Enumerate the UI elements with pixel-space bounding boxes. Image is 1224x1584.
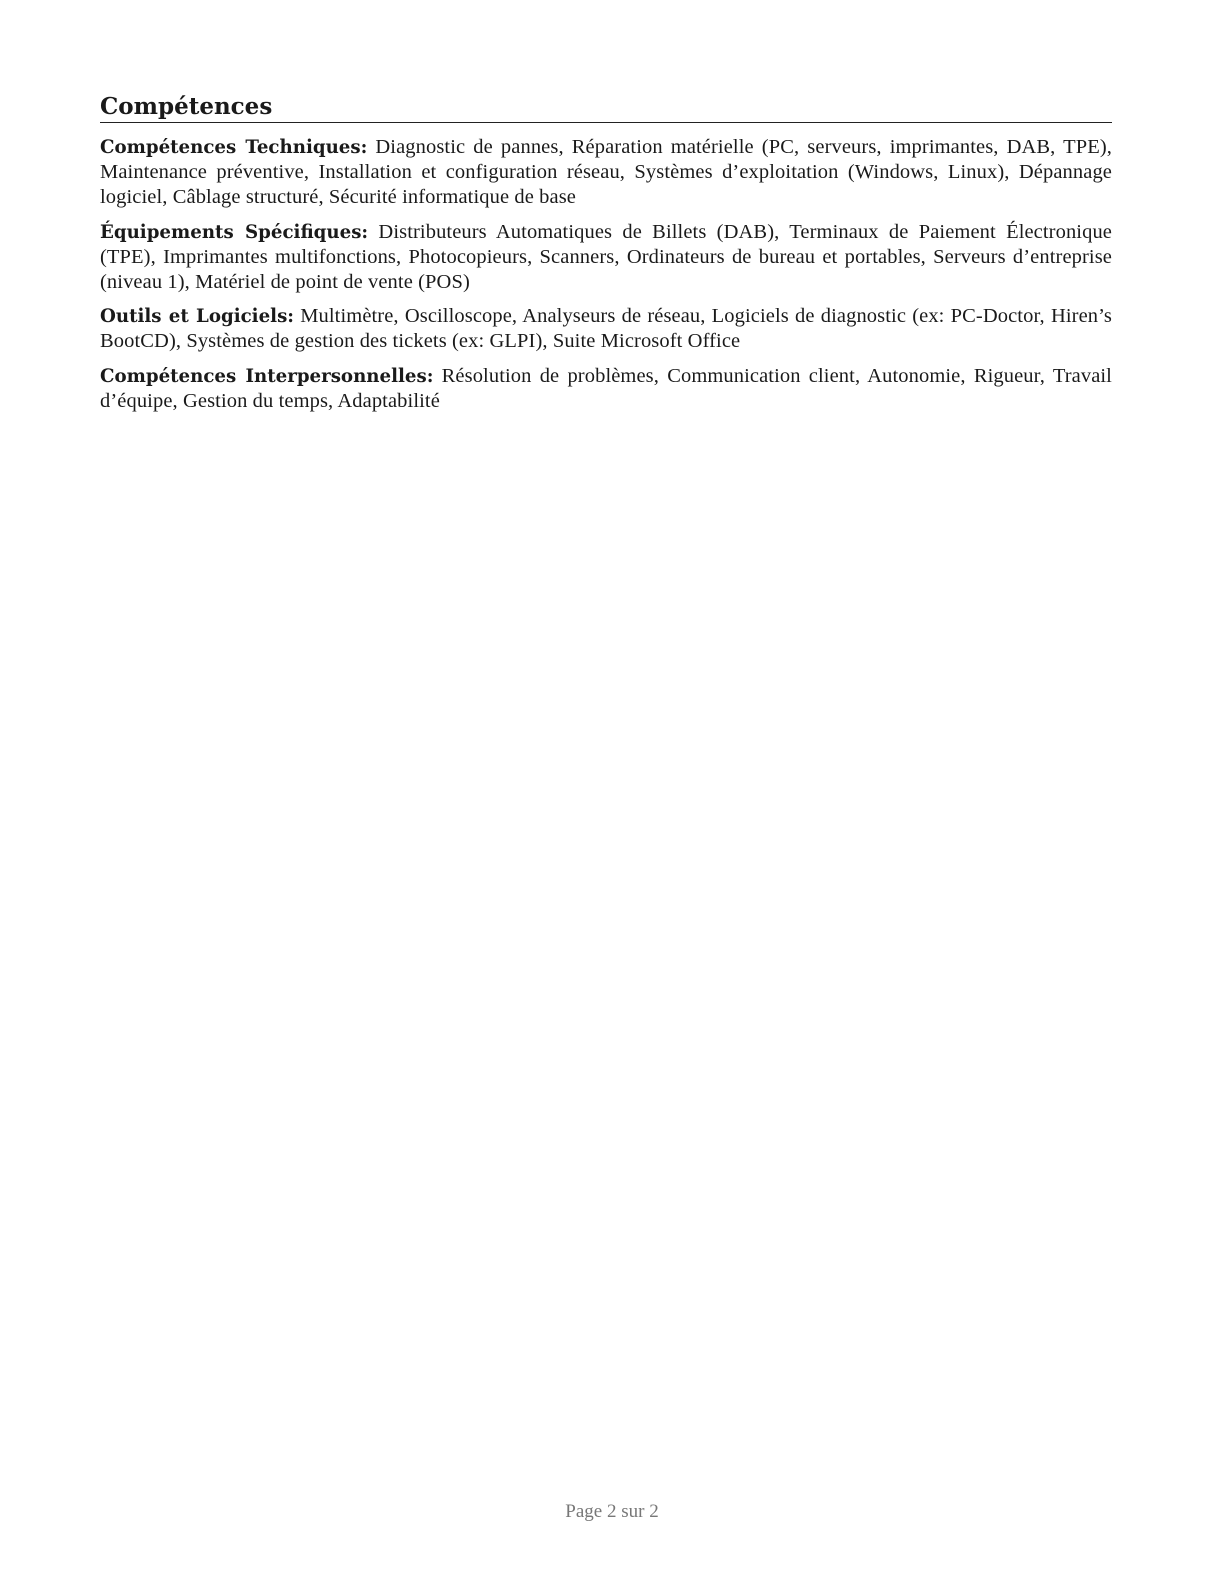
skill-entry-equipment — [100, 220, 1112, 296]
skill-label: Outils et Logiciels: — [100, 306, 295, 328]
page-number: Page 2 sur 2 — [565, 1501, 659, 1522]
section-title: Compétences — [100, 92, 1112, 123]
skill-text: Résolution de problèmes, Communication client, Autonomie, Rigueur, Travail d’équipe, Gestion du temps, Adaptabilité — [100, 364, 1112, 412]
skill-entry-tools — [100, 304, 1112, 354]
skill-text: Diagnostic de pannes, Réparation matérielle (PC, serveurs, imprimantes, DAB, TPE), Maintenance préventive, Installation et configuration réseau, Systèmes d’exploitation (Windows, Linux), Dépannage logiciel, Câblage structuré, Sécurité informatique de base — [100, 136, 1113, 209]
skill-text: Distributeurs Automatiques de Billets (DAB), Terminaux de Paiement Électronique (TPE), Imprimantes multifonctions, Photocopieurs, Scanners, Ordinateurs de bureau et portables, Serveurs d’entreprise (niveau 1), Matériel de point de vente (POS) — [100, 220, 1113, 294]
skill-entry-technical — [100, 135, 1112, 211]
skill-label: Compétences Techniques: — [100, 137, 368, 158]
skill-label: Compétences Interpersonnelles: — [100, 365, 434, 387]
document-page — [100, 92, 1112, 423]
skill-entry-interpersonal — [100, 364, 1112, 414]
skill-label: Équipements Spécifiques: — [100, 221, 369, 243]
skills-list — [100, 135, 1112, 414]
skill-text: Multimètre, Oscilloscope, Analyseurs de réseau, Logiciels de diagnostic (ex: PC-Doctor, Hiren’s BootCD), Systèmes de gestion des tickets (ex: GLPI), Suite Microsoft Office — [100, 305, 1112, 353]
